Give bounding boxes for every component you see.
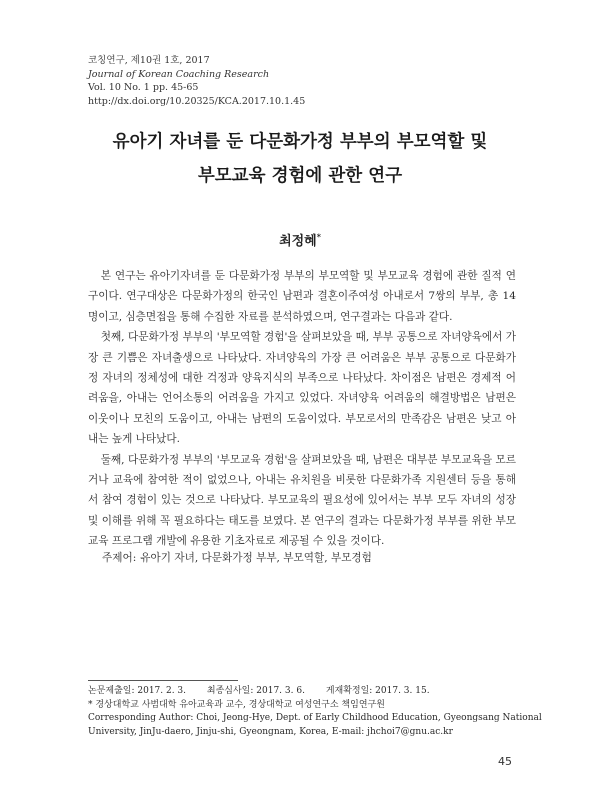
corresponding-author-line-2: University, JinJu-daero, Jinju-shi, Gyeongnam, Korea, E-mail: jhchoi7@gnu.ac.kr [88, 726, 453, 737]
abstract [88, 266, 516, 552]
author-byline [0, 230, 600, 249]
journal-header [88, 54, 305, 108]
accepted-date: 게재확정일: 2017. 3. 15. [325, 686, 430, 696]
corresponding-author-line-1: Corresponding Author: Choi, Jeong-Hye, Dept. of Early Childhood Education, Gyeongsang National [88, 713, 542, 723]
keywords [102, 550, 372, 565]
paper-title-line-1: 유아기 자녀를 둔 다문화가정 부부의 부모역할 및 [112, 132, 488, 152]
keywords-terms: 유아기 자녀, 다문화가정 부부, 부모역할, 부모경험 [140, 552, 372, 564]
journal-volume: Vol. 10 No. 1 pp. 45-65 [88, 82, 199, 93]
abstract-paragraph: 둘째, 다문화가정 부부의 '부모교육 경험'을 살펴보았을 때, 남편은 대부분 부모교육을 모르거나 교육에 참여한 적이 없었으나, 아내는 유치원을 비롯한 다문화가족 지원센터 등을 통해서 참여 경험이 있는 것으로 나타났다. 부모교육의 필요성에 있어서는 부부 모두 자녀의 성장 및 이해를 위해 꼭 필요하다는 태도를 보였다. 본 연구의 결과는 다문화가정 부부를 위한 부모교육 프로그램 개발에 유용한 기초자료로 제공될 수 있을 것이다. [88, 453, 516, 548]
paper-title-line-2: 부모교육 경험에 관한 연구 [197, 166, 403, 186]
journal-doi-link[interactable]: http://dx.doi.org/10.20325/KCA.2017.10.1.45 [88, 95, 306, 107]
submission-dates [88, 685, 528, 699]
author-name: 최정혜 [279, 234, 317, 249]
received-date: 논문제출일: 2017. 2. 3. [88, 686, 187, 696]
footnote-divider [88, 680, 238, 681]
footnotes [88, 685, 542, 739]
author-affiliation: * 경상대학교 사범대학 유아교육과 교수, 경상대학교 여성연구소 책임연구원 [88, 699, 385, 710]
abstract-paragraph: 첫째, 다문화가정 부부의 '부모역할 경험'을 살펴보았을 때, 부부 공통으로 자녀양육에서 가장 큰 기쁨은 자녀출생으로 나타났다. 자녀양육의 가장 큰 어려움은 부부 공통으로 다문화가정 자녀의 정체성에 대한 걱정과 양육지식의 부족으로 나타났다. 차이점은 남편은 경제적 어려움을, 아내는 언어소통의 어려움을 가지고 있었다. 자녀양육 어려움의 해결방법은 남편은 이웃이나 모친의 도움이고, 아내는 남편의 도움이었다. 부모로서의 만족감은 남편은 낮고 아내는 높게 나타났다. [88, 331, 516, 446]
reviewed-date: 최종심사일: 2017. 3. 6. [206, 686, 305, 696]
journal-name-korean: 코칭연구, 제10권 1호, 2017 [88, 55, 210, 66]
abstract-paragraph: 본 연구는 유아기자녀를 둔 다문화가정 부부의 부모역할 및 부모교육 경험에 관한 질적 연구이다. 연구대상은 다문화가정의 한국인 남편과 결혼이주여성 아내로서 7쌍의 부부, 총 14명이고, 심층면접을 통해 수집한 자료를 분석하였으며, 연구결과는 다음과 같다. [88, 270, 516, 323]
author-footnote-mark: * [316, 231, 321, 242]
paper-title [0, 125, 600, 193]
page-number: 45 [498, 755, 512, 768]
journal-name-english: Journal of Korean Coaching Research [88, 68, 270, 80]
keywords-label: 주제어: [102, 552, 137, 564]
